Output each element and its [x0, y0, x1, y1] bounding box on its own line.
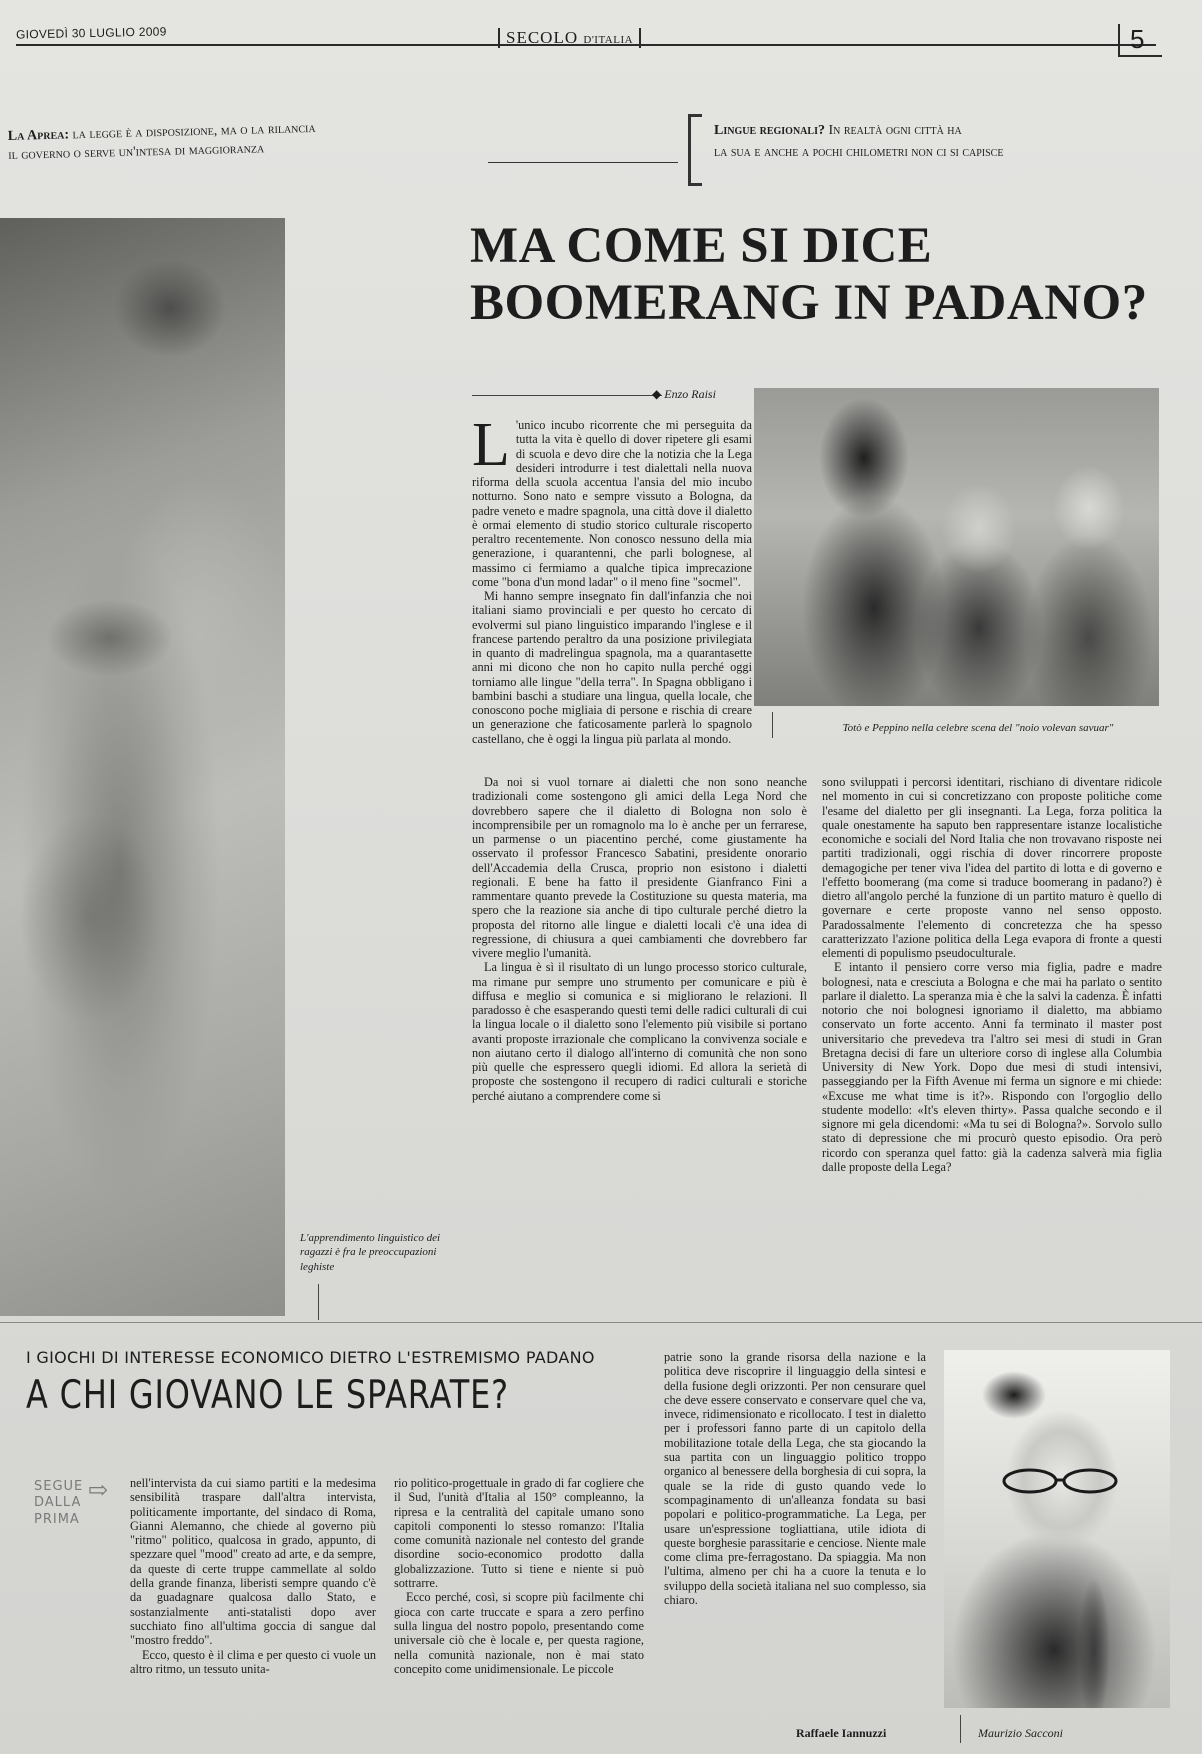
- article-paragraph-4: La lingua è sì il risultato di un lungo processo storico culturale, ma rimane pur sempre uno strumento per comunicare e più è diffusa e meglio si comunica e si migliorano le relazioni. Il paradosso è che esasperando questi temi delle radici culturali di cui la lingua locale o il dialetto sono l'elemento più visibile si portano avanti proposte irrazionale che complicano la convivenza sociale e non aiutano certo il dialogo all'interno di comunità che non sono più quelle che espressero quegli idiomi. Ed allora la serietà di proposte che sostengono il recupero di radici culturali e storiche perché aiutano a comprendere come si: [472, 960, 807, 1103]
- kicker-divider: [488, 162, 678, 163]
- article-paragraph-5: sono sviluppati i percorsi identitari, rischiano di diventare ridicole nel momento in cui si concretizzano con proposte politiche come l'esame del dialetto per gli insegnanti. La Lega, forza politica la quale onestamente ha saputo ben rappresentare istanze localistiche economiche e sociali del Nord Italia che non trovavano risposte nei partiti tradizionali, oggi rischia di dover rincorrere proposte demagogiche per tener viva l'idea del partito di lotta e di governo e l'effetto boomerang (ma come si traduce boomerang in padano?) è dietro all'angolo perché la funzione di un partito maturo è quello di governare e certe proposte vanno nel senso opposto. Paradossalmente l'elemento di concretezza che ha spesso caratterizzato l'azione politica della Lega evapora di fronte a questi elementi di populismo pseudoculturale.: [822, 775, 1162, 960]
- photo-children-backpacks: [0, 218, 285, 1316]
- kicker-left-bold: La Aprea:: [7, 127, 70, 145]
- bottom-kicker: I GIOCHI DI INTERESSE ECONOMICO DIETRO L'ESTREMISMO PADANO: [26, 1348, 595, 1367]
- article-headline: [470, 218, 1170, 332]
- photo-figure-shape: [20, 518, 220, 1218]
- article-paragraph-6: E intanto il pensiero corre verso mia figlia, padre e madre bolognesi, nata e cresciuta a Bologna e che mai ha parlato o sentito parlare il dialetto. La speranza mia è che la salvi la cadenza. È infatti notorio che noi bolognesi ignoriamo il dialetto, ma abbiamo conservato un forte accento. Anni fa terminato il master post universitario che prevedeva tra l'altro sei mesi di studi in Gran Bretagna decisi di fare un ulteriore corso di inglese alla Columbia University di New York. Dopo due mesi di studi intensivi, passeggiando per la Fifth Avenue mi ferma un signore e mi chiede: «Excuse me what time is it?». Rispondo con l'orgoglio dello studente modello: «It's eleven thirty». Passa qualche secondo e il signore mi gela dicendomi: «Ma tu sei di Bologna?». Sorvolo sullo stato di depressione che mi procurò questo episodio. Ora però ricordo con speranza quel fatto: già la cadenza salverà mia figlia dalle proposte della Lega?: [822, 960, 1162, 1174]
- kicker-right-bold: Lingue regionali?: [714, 123, 825, 138]
- article-paragraph-2-start: Mi hanno sempre insegnato fin dall'infanzia che noi italiani siamo provinciali e per questo ho cercato di evolvermi sul piano linguistico imparando l'inglese e il francese partendo peraltro da una posizione privilegiata in quanto di madrelingua spagnola, ma a quarantasette anni mi dicono che non ho capito nulla perché oggi torniamo alle lingue "della terra". In Spagna obbligano i bambini baschi a studiare una lingua, quella locale, che conoscono poche migliaia di persone e rischia di creare un generazione che faticosamente parlerà lo spagnolo castellano, che è oggi la lingua più parlata al mondo.: [472, 589, 752, 746]
- photo-sacconi: [944, 1350, 1170, 1708]
- bottom-column-2: [394, 1476, 644, 1746]
- kicker-bracket: [688, 114, 702, 186]
- bottom-paragraph-2: Ecco, questo è il clima e per questo ci vuole un altro ritmo, un tessuto unita-: [130, 1647, 376, 1676]
- article-column-1: [472, 418, 752, 778]
- headline-line2: BOOMERANG IN PADANO?: [470, 275, 1148, 332]
- kicker-right-line2: la sua e anche a pochi chilometri non ci si capisce: [714, 144, 1004, 160]
- article-column-3: [822, 775, 1162, 1315]
- article-paragraph-3: Da noi si vuol tornare ai dialetti che non sono neanche tradizionali come sostengono gli amici della Lega Nord che dovrebbero sapere che il dialetto di Bologna non solo è incomprensibile per un romagnolo ma lo è anche per un ferrarese, un parmense o un piacentino perché, come giustamente ha osservato il professor Francesco Sabatini, presidente onorario dell'Accademia della Crusca, proprio non esistono i dialetti regionali. E bene ha fatto il presidente Gianfranco Fini a rammentare quanto prevede la Costituzione su questa materia, ma spero che la reazione sia anche di tipo culturale perché dietro la proposta del ritorno alle lingue e dialetti locali c'è una idea di regressione, di chiusura a quei cambiamenti che dovrebbero far vivere meglio l'umanità.: [472, 775, 807, 960]
- newspaper-name: [498, 28, 641, 48]
- bottom-paragraph-3: rio politico-progettuale in grado di far cogliere che il Sud, l'unità d'Italia al 150° compleanno, la ripresa e la centralità del capitale umano sono capitoli componenti lo stesso romanzo: l'Italia come comunità nazionale nel contesto del grande disordine socio-economico prodotto dalla globalizzazione. Tutto si tiene e niente si può sottrarre.: [394, 1476, 644, 1591]
- bottom-paragraph-5: patrie sono la grande risorsa della nazione e la politica deve riscoprire il linguaggio della sintesi e della fusione degli orizzonti. Per non censurare quel che deve essere conservato e conservare quel che va, invece, ridimensionato e ricollocato. I test in dialetto per i professori fanno parte di un capitolo della mobilitazione totale della Lega, che sta giocando la sua partita con un linguaggio politico troppo organico al benessere della borghesia di cui sopra, la quale se la ride di gusto quando vede lo scompaginamento di un'alleanza fondata su basi popolari e politico-programmatiche. La Lega, per usare un'espressione togliattiana, utile idiota di queste borghesie parassitarie e cenciose. Niente male come clima pre-ferragostano. Da spiaggia. Ma non l'ultima, almeno per chi ha a cuore la tenuta e lo sviluppo della società italiana nel suo complesso, sia chiaro.: [664, 1350, 926, 1608]
- newspaper-name-small: D'ITALIA: [583, 34, 634, 46]
- segue-line3: PRIMA: [34, 1511, 80, 1527]
- kicker-right-line1: In realtà ogni città ha: [828, 123, 962, 138]
- kicker-left-line1: la legge è a disposizione, ma o la rilancia: [72, 120, 316, 143]
- article-paragraph-1-text: 'unico incubo ricorrente che mi perseguita da tutta la vita è quello di dover ripetere gli esami di scuola e devo dire che la notizia che la Lega desideri introdurre i test dialettali nella nuova riforma della scuola accentua l'ansia del mio incubo notturno. Sono nato e sempre vissuto a Bologna, da padre veneto e madre spagnola, una città dove il dialetto è ormai elemento di studio storico culturale riscoperto peraltro recentemente. Non conosco nessuno della mia generazione, i quarantenni, che parli bolognese, al massimo ci fermiamo a qualche tipica imprecazione come "bona d'un mond ladar" o il meno fine "socmel".: [472, 418, 752, 589]
- segue-line1: SEGUE: [34, 1479, 84, 1494]
- issue-date: GIOVEDÌ 30 LUGLIO 2009: [15, 24, 167, 42]
- bottom-photo-caption: Maurizio Sacconi: [978, 1726, 1063, 1740]
- newspaper-name-main: SECOLO: [506, 28, 579, 47]
- kicker-right: [714, 120, 1174, 163]
- bottom-caption-rule: [960, 1715, 961, 1743]
- drop-cap: L: [472, 418, 510, 479]
- segue-dalla-prima: [34, 1479, 124, 1528]
- bottom-author: Raffaele Iannuzzi: [796, 1726, 887, 1740]
- caption-right-rule: [772, 712, 773, 738]
- arrow-right-icon: ⇨: [88, 1478, 109, 1504]
- right-photo-caption: Totò e Peppino nella celebre scena del "noio volevan savuar": [842, 722, 1114, 734]
- kicker-left-line2: il governo o serve un'intesa di maggioranza: [8, 141, 265, 163]
- left-photo-caption: L'apprendimento linguistico dei ragazzi è fra le preoccupazioni leghiste: [300, 1232, 441, 1273]
- segue-line2: DALLA: [34, 1495, 82, 1511]
- article-byline: ◆ Enzo Raisi: [652, 387, 716, 401]
- bottom-paragraph-1: nell'intervista da cui siamo partiti e la medesima sensibilità traspare dall'altra intervista, politicamente importante, del sindaco di Roma, Gianni Alemanno, che chiede al governo più "ritmo" politico, qualcosa in grado, appunto, di spezzare quel "mood" creato ad arte, e da sempre, da queste di certe truppe cammellate al soldo della grande finanza, liberisti sempre quando c'è da guadagnare qualcosa dallo Stato, e sostanzialmente anti-statalisti dopo aver succhiato fino all'ultima goccia di sangue dal "mostro freddo".: [130, 1476, 376, 1648]
- bottom-headline: A CHI GIOVANO LE SPARATE?: [26, 1373, 509, 1418]
- photo-toto-peppino: [754, 388, 1159, 706]
- section-divider: [0, 1322, 1202, 1323]
- bottom-column-1: [130, 1476, 376, 1746]
- glasses-icon: [1000, 1468, 1120, 1494]
- article-column-2: [472, 775, 807, 1315]
- byline-name: Enzo Raisi: [664, 387, 716, 401]
- bottom-column-3: [664, 1350, 926, 1720]
- headline-line1: MA COME SI DICE: [470, 218, 933, 274]
- page-number: 5: [1118, 24, 1162, 57]
- kicker-left: [8, 116, 469, 166]
- article-paragraph-1: [472, 418, 752, 589]
- byline-rule: [472, 395, 662, 396]
- caption-left-rule: [318, 1284, 319, 1320]
- bottom-paragraph-4: Ecco perché, così, si scopre più facilmente chi gioca con carte truccate e spara a zero perfino sulla lingua del nostro popolo, presentando come universale ciò che è locale e, per questa ragione, nella comunità nazionale, non è mai stato concepito come unidimensionale. Le piccole: [394, 1590, 644, 1676]
